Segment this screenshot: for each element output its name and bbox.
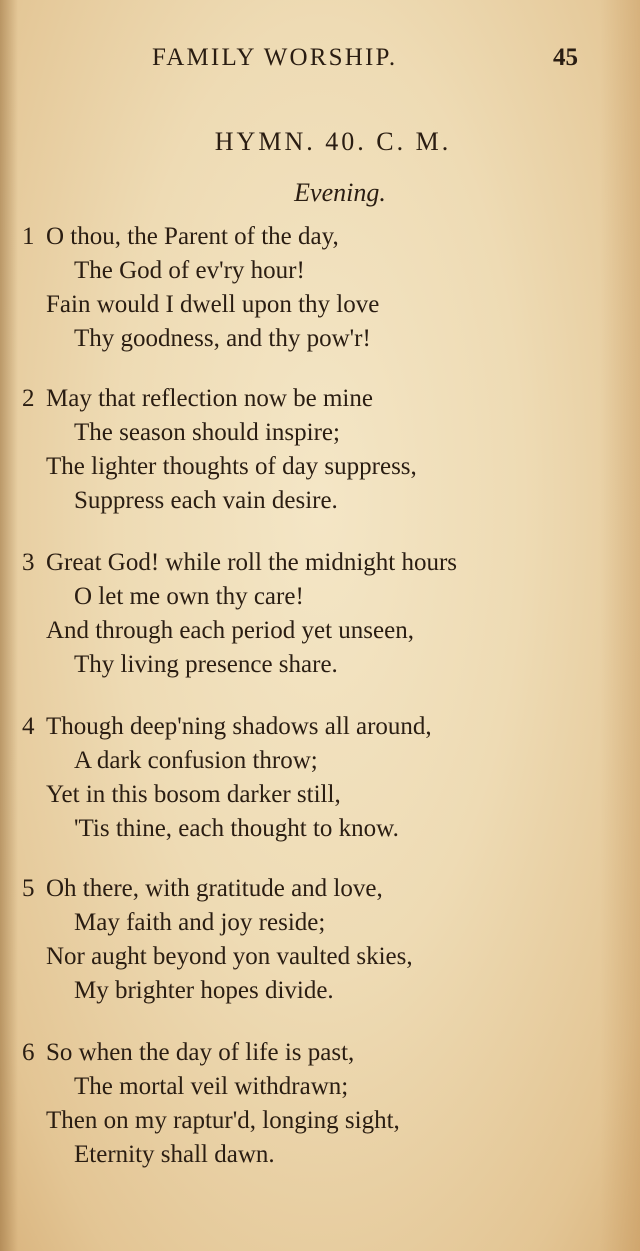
verse-line-text: Fain would I dwell upon thy love	[46, 291, 380, 318]
stanza	[22, 382, 622, 518]
verse-line-text: The lighter thoughts of day suppress,	[46, 453, 417, 480]
verse-line-text: The God of ev'ry hour!	[74, 257, 305, 284]
verse-line-text: Though deep'ning shadows all around,	[46, 713, 432, 740]
verse-line	[22, 1104, 622, 1138]
verse-line-text: So when the day of life is past,	[46, 1039, 355, 1066]
verse-line	[22, 648, 622, 682]
running-title: FAMILY WORSHIP.	[152, 44, 398, 71]
verse-line	[22, 220, 622, 254]
verse-line	[22, 450, 622, 484]
verse-line	[22, 1138, 622, 1172]
verse-line-text: May faith and joy reside;	[74, 909, 326, 936]
hymn-heading: HYMN. 40. C. M.	[214, 127, 452, 156]
stanza-number: 2	[22, 385, 35, 412]
verse-line	[22, 974, 622, 1008]
verse-line	[22, 812, 622, 846]
verse-line-text: Oh there, with gratitude and love,	[46, 875, 383, 902]
verse-line-text: The season should inspire;	[74, 419, 340, 446]
verse-line-text: Yet in this bosom darker still,	[46, 781, 341, 808]
stanza	[22, 546, 622, 682]
hymn-subtitle: Evening.	[294, 178, 386, 207]
verse-line	[22, 322, 622, 356]
stanza-number: 4	[22, 713, 35, 740]
verse-line	[22, 288, 622, 322]
stanza-number: 5	[22, 875, 35, 902]
verse-line-text: The mortal veil withdrawn;	[74, 1073, 349, 1100]
verse-line-text: And through each period yet unseen,	[46, 617, 414, 644]
verse-line-text: My brighter hopes divide.	[74, 977, 334, 1004]
verse-line	[22, 614, 622, 648]
verse-line-text: Then on my raptur'd, longing sight,	[46, 1107, 400, 1134]
verse-line-text: Thy goodness, and thy pow'r!	[74, 325, 371, 352]
verse-line	[22, 872, 622, 906]
running-head	[0, 44, 640, 78]
verse-line	[22, 546, 622, 580]
verse-line	[22, 580, 622, 614]
verse-line	[22, 710, 622, 744]
page-number: 45	[553, 44, 578, 71]
verse-line	[22, 1036, 622, 1070]
verse-line	[22, 906, 622, 940]
stanza	[22, 872, 622, 1008]
verse-line-text: 'Tis thine, each thought to know.	[74, 815, 399, 842]
verse-line-text: O let me own thy care!	[74, 583, 304, 610]
stanza-number: 6	[22, 1039, 35, 1066]
verse-line-text: May that reflection now be mine	[46, 385, 373, 412]
stanza-number: 3	[22, 549, 35, 576]
stanza	[22, 710, 622, 846]
verse-line	[22, 416, 622, 450]
verse-line-text: Great God! while roll the midnight hours	[46, 549, 458, 576]
verse-line-text: Nor aught beyond yon vaulted skies,	[46, 943, 413, 970]
verse-line-text: Thy living presence share.	[74, 651, 338, 678]
verse-line-text: Suppress each vain desire.	[74, 487, 338, 514]
stanza-number: 1	[22, 223, 35, 250]
verse-line	[22, 940, 622, 974]
verse-line	[22, 744, 622, 778]
verse-line	[22, 382, 622, 416]
stanza	[22, 1036, 622, 1172]
verse-line-text: O thou, the Parent of the day,	[46, 223, 339, 250]
verse-line	[22, 254, 622, 288]
verse-line-text: Eternity shall dawn.	[74, 1141, 275, 1168]
verse-line	[22, 1070, 622, 1104]
verse-line	[22, 484, 622, 518]
verse-line	[22, 778, 622, 812]
verse-line-text: A dark confusion throw;	[74, 747, 318, 774]
stanza	[22, 220, 622, 356]
